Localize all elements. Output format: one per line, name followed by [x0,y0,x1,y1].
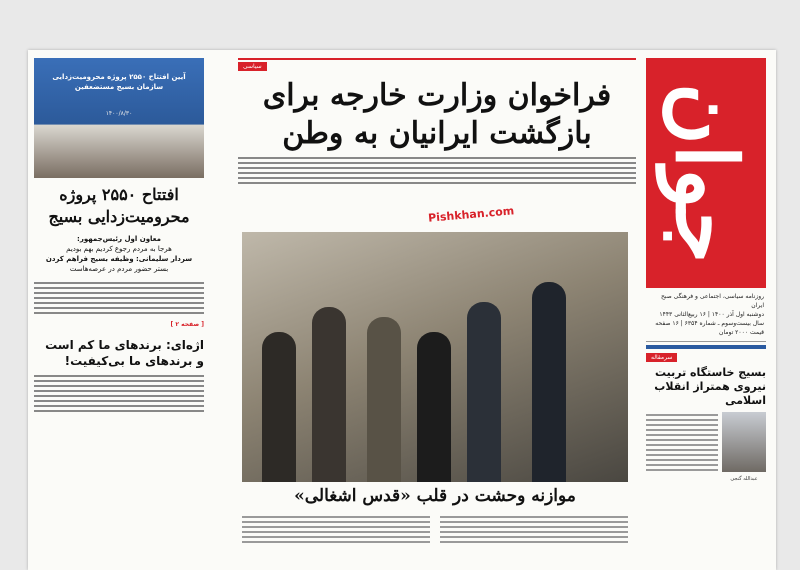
banner-text: آیین افتتاح ۲۵۵۰ پروژه محرومیت‌زدایی سازمان بسیج مستضعفین [52,73,186,91]
main-headline[interactable]: فراخوان وزارت خارجه برای بازگشت ایرانیان به وطن [262,78,612,151]
left-column [34,58,204,416]
left-bullets [34,234,204,274]
photo-headline[interactable]: موازنه وحشت در قلب «قدس اشغالی» [294,486,576,506]
section-kicker: سیاسی [238,62,267,71]
watermark: Pishkhan.com [427,204,515,225]
story2-headline[interactable]: اژه‌ای: برندهای ما کم است و برندهای ما بی‌کیفیت! [45,338,204,368]
issue-price: قیمت ۲۰۰۰ تومان [719,329,764,336]
left-body [34,282,204,314]
divider [646,345,766,349]
banner-date: ۱۴۰۰/۸/۳۰ [105,110,133,117]
editorial-tag: سرمقاله [646,353,677,362]
person-figure [262,332,296,482]
issue-info [646,288,766,342]
editorial-body [646,412,718,472]
page-ref-label: [ صفحه ۲ ] [170,321,204,328]
person-figure [312,307,346,482]
bullet-1-title: معاون اول رئیس‌جمهور: [77,235,161,243]
lead-paragraph [238,157,636,184]
person-figure [367,317,401,482]
author-name: عبدالله گنجی [730,476,758,482]
main-photo[interactable] [242,232,628,482]
bullet-2-text: بستر حضور مردم در عرصه‌هاست [69,265,169,273]
person-figure [467,302,501,482]
editorial-headline[interactable]: بسیج خاستگاه تربیت نیروی همتراز انقلاب اسلامی [654,366,766,407]
page-ref[interactable] [34,320,204,329]
newspaper-logo [646,58,766,288]
masthead-column [646,58,766,482]
bullet-1-text: هرجا به مردم رجوع کردیم بهم بودیم [66,245,172,253]
center-column [238,58,636,188]
photo-story-body [242,516,628,543]
left-headline[interactable]: افتتاح ۲۵۵۰ پروژه محرومیت‌زدایی بسیج [48,185,190,226]
ceremony-photo[interactable] [34,58,204,178]
story2-body [34,375,204,412]
person-figure [532,282,566,482]
logo-text: جوان [657,82,756,264]
issue-line-3: سال بیست‌وسوم ـ شماره ۶۳۵۴ | ۱۶ صفحه [655,320,764,327]
person-figure [417,332,451,482]
author-portrait [722,412,766,482]
issue-line-2: دوشنبه اول آذر ۱۴۰۰ | ۱۶ ربیع‌الثانی ۱۴۴۳ [659,311,764,318]
newspaper-page [28,50,776,570]
bullet-2-title: سردار سلیمانی: وظیفه بسیج فراهم کردن [45,255,193,263]
issue-line-1: روزنامه سیاسی، اجتماعی و فرهنگی صبح ایران [661,293,764,309]
